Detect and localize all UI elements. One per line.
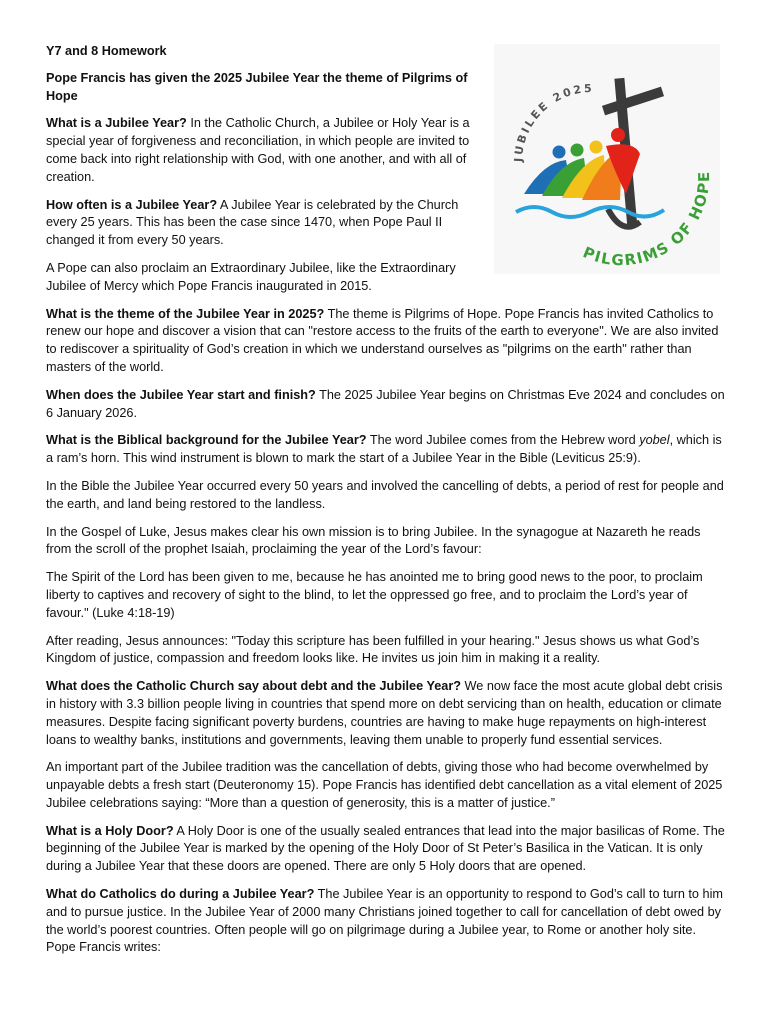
often-paragraph: How often is a Jubilee Year? A Jubilee Year is celebrated by the Church every 25 years. This has been the case since 1470, when Pope Paul II changed it from every 50 years. [46, 197, 459, 248]
logo-arc-bottom-text: PILGRIMS OF HOPE [580, 170, 714, 270]
after-reading-paragraph: After reading, Jesus announces: "Today this scripture has been fulfilled in your hearing." Jesus shows us what God’s Kingdom of justice, compassion and freedom looks like. He invites us join him in making it a reality. [46, 633, 700, 666]
homework-heading: Y7 and 8 Homework [46, 44, 167, 58]
spirit-quote-paragraph: The Spirit of the Lord has been given to me, because he has anointed me to bring good news to the poor, to proclaim liberty to captives and recovery of sight to the blind, to let the oppressed go free, and to proclaim the Lord’s year of favour." (Luke 4:18-19) [46, 570, 703, 620]
document-body [46, 43, 726, 967]
biblical-paragraph: What is the Biblical background for the Jubilee Year? The word Jubilee comes from the Hebrew word yobel, which is a ram’s horn. This wind instrument is blown to mark the start of a Jubilee Year in the Bible (Leviticus 25:9). [46, 433, 722, 466]
holy-door-paragraph: What is a Holy Door? A Holy Door is one of the usually sealed entrances that lead into the major basilicas of Rome. The beginning of the Jubilee Year is marked by the opening of the Holy Door of St Peter’s Basilica in the Vatican. It is only during a Jubilee Year that these doors are opened. There are only 5 Holy doors that are opened. [46, 823, 725, 874]
bible-paragraph: In the Bible the Jubilee Year occurred every 50 years and involved the cancelling of debts, a period of rest for people and the earth, and land being restored to the landless. [46, 478, 724, 511]
catholics-do-paragraph: What do Catholics do during a Jubilee Year? The Jubilee Year is an opportunity to respond to God’s call to turn to him and to pursue justice. In the Jubilee Year of 2000 many Christians joined together to call for cancellation of debt owed by the world’s poorest countries. Often people will go on pilgrimage during a Jubilee year, to Rome or another holy site. Pope Francis writes: [46, 887, 723, 955]
luke-paragraph: In the Gospel of Luke, Jesus makes clear his own mission is to bring Jubilee. In the synagogue at Nazareth he reads from the scroll of the prophet Isaiah, proclaiming the year of the Lord’s favour: [46, 524, 701, 557]
when-paragraph: When does the Jubilee Year start and finish? The 2025 Jubilee Year begins on Christmas Eve 2024 and concludes on 6 January 2026. [46, 387, 725, 420]
debt-paragraph: What does the Catholic Church say about debt and the Jubilee Year? We now face the most acute global debt crisis in history with 3.3 billion people living in countries that spend more on debt servicing than on health, education or climate measures. Despite facing significant poverty burdens, countries are having to make huge repayments on high-interest loans to wealthy banks, institutions and governments, leaving them unable to properly fund essential services. [46, 679, 723, 747]
what-paragraph: What is a Jubilee Year? In the Catholic Church, a Jubilee or Holy Year is a special year of forgiveness and reconciliation, in which people are invited to come back into right relationship with God, with one another, and with all of creation. [46, 116, 470, 184]
logo-arc-top-text: JUBILEE 2025 [511, 81, 595, 163]
intro-paragraph: Pope Francis has given the 2025 Jubilee Year the theme of Pilgrims of Hope [46, 70, 468, 103]
theme-paragraph: What is the theme of the Jubilee Year in 2025? The theme is Pilgrims of Hope. Pope Francis has invited Catholics to renew our hope and discover a vision that can "restore access to the fruits of the earth to everyone". We are also invited to rediscover a spirituality of God’s creation in which we understand ourselves as "pilgrims on the earth" rather than masters of the world. [46, 306, 719, 374]
extraordinary-paragraph: A Pope can also proclaim an Extraordinary Jubilee, like the Extraordinary Jubilee of Mercy which Pope Francis inaugurated in 2015. [46, 260, 456, 293]
cancellation-paragraph: An important part of the Jubilee tradition was the cancellation of debts, giving those who had become overwhelmed by unpayable debts a fresh start (Deuteronomy 15). Pope Francis has identified debt cancellation as a vital element of 2025 Jubilee celebrations saying: “More than a question of generosity, this is a matter of justice.” [46, 760, 723, 810]
